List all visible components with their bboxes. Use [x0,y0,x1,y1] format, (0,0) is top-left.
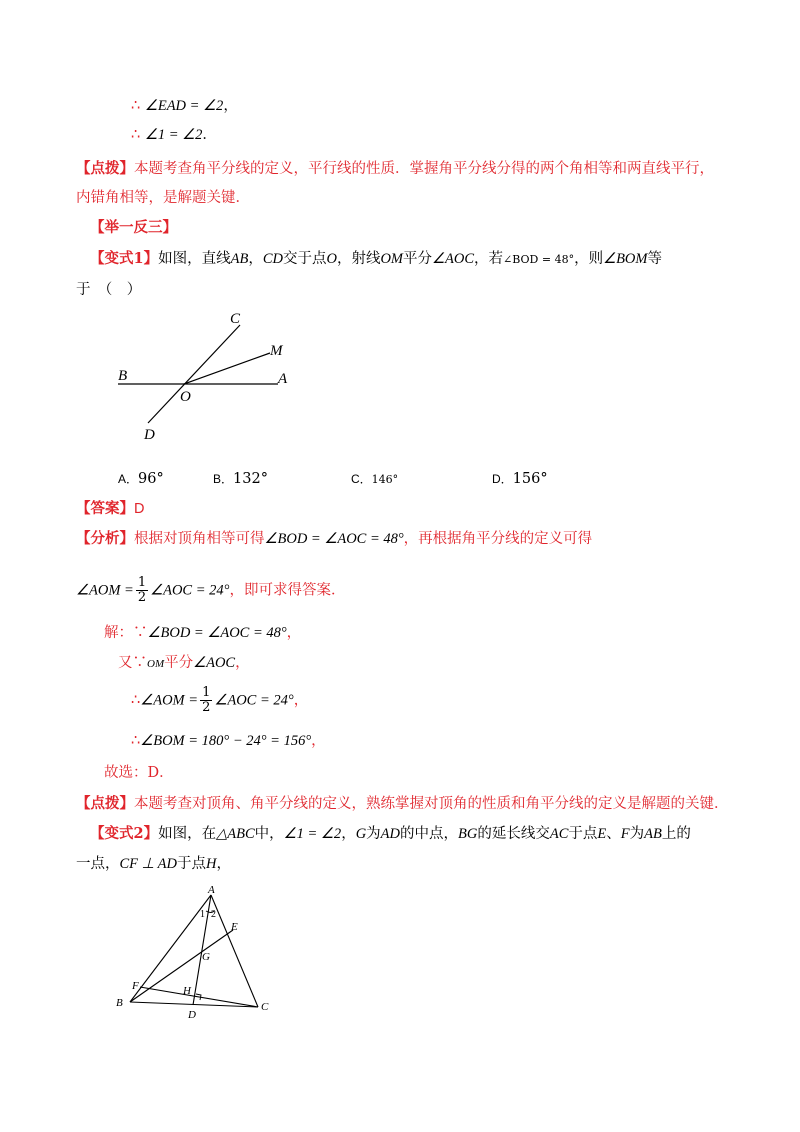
label-f: F [132,980,139,992]
fraction-half-2: $\frac{1}{2}$ [202,685,211,715]
dianbo-1-line-1: 【点拨】本题考查角平分线的定义，平行线的性质．掌握角平分线分得的两个角相等和两直线平行， [76,160,714,177]
option-a[interactable]: A．96° [118,471,164,487]
label-b: B [118,368,128,384]
variant-1-question-cont: 于 （ ） [76,282,142,298]
side-bc [130,1002,258,1007]
dianbo-2-line: 【点拨】本题考查对顶角、角平分线的定义，熟练掌握对顶角的性质和角平分线的定义是解题的关键． [76,795,729,812]
jyfs-heading: 【举一反三】 [90,219,177,236]
variant-2-figure [110,880,280,1025]
analysis-line-2: ∠AOM = $\frac{1}{2}$ ∠AOC = 24°，即可求得答案． [76,575,346,605]
option-d[interactable]: D．156° [492,471,548,487]
label-angle-2: 2 [211,909,216,920]
label-g: G [202,951,210,963]
label-a: A [208,884,215,896]
dianbo-1-line-2: 内错角相等，是解题关键． [76,190,250,206]
line-cd [148,325,240,423]
label-d: D [144,427,155,443]
label-c: C [230,311,241,327]
solution-line-3: ∴∠AOM = $\frac{1}{2}$ ∠AOC = 24°， [131,685,309,715]
label-c: C [261,1001,269,1013]
segment-be [130,930,233,1002]
label-angle-1: 1 [200,909,205,920]
conclusion-line-2: ∴ ∠1 = ∠2． [131,127,217,143]
label-e: E [231,921,238,933]
answer-line: 【答案】D [76,500,145,517]
variant-1-question: 【变式1】如图，直线AB，CD交于点O，射线OM平分∠AOC，若∠BOD = 48°，则∠BOM等 [90,250,662,267]
solution-line-4: ∴∠BOM = 180° − 24° = 156°， [131,733,326,749]
option-c[interactable]: C．146° [351,472,399,486]
label-h: H [183,985,191,997]
analysis-line-1: 【分析】根据对顶角相等可得∠BOD = ∠AOC = 48°，再根据角平分线的定义可得 [76,530,593,547]
label-d: D [188,1009,196,1021]
variant-2-question-cont: 一点，CF ⊥ AD于点H， [76,856,231,872]
variant-2-question: 【变式2】如图，在△ABC中，∠1 = ∠2，G为AD的中点，BG的延长线交AC于点E、F为AB上的 [90,825,691,842]
segment-cf [140,987,258,1007]
label-m: M [270,343,283,359]
option-b[interactable]: B．132° [213,471,268,487]
choose-line: 故选：D． [104,765,174,781]
solution-line-1: 解：∵∠BOD = ∠AOC = 48°， [104,625,302,641]
ray-om [184,353,270,384]
label-a: A [278,371,288,387]
solution-line-2: 又∵OM平分∠AOC， [118,655,250,671]
side-ab [130,895,211,1002]
variant-1-figure [110,305,310,445]
fraction-half: $\frac{1}{2}$ [137,575,147,605]
label-b: B [116,997,123,1009]
side-ac [211,895,258,1007]
conclusion-line-1: ∴ ∠EAD = ∠2， [131,98,238,114]
label-o: O [180,389,191,405]
